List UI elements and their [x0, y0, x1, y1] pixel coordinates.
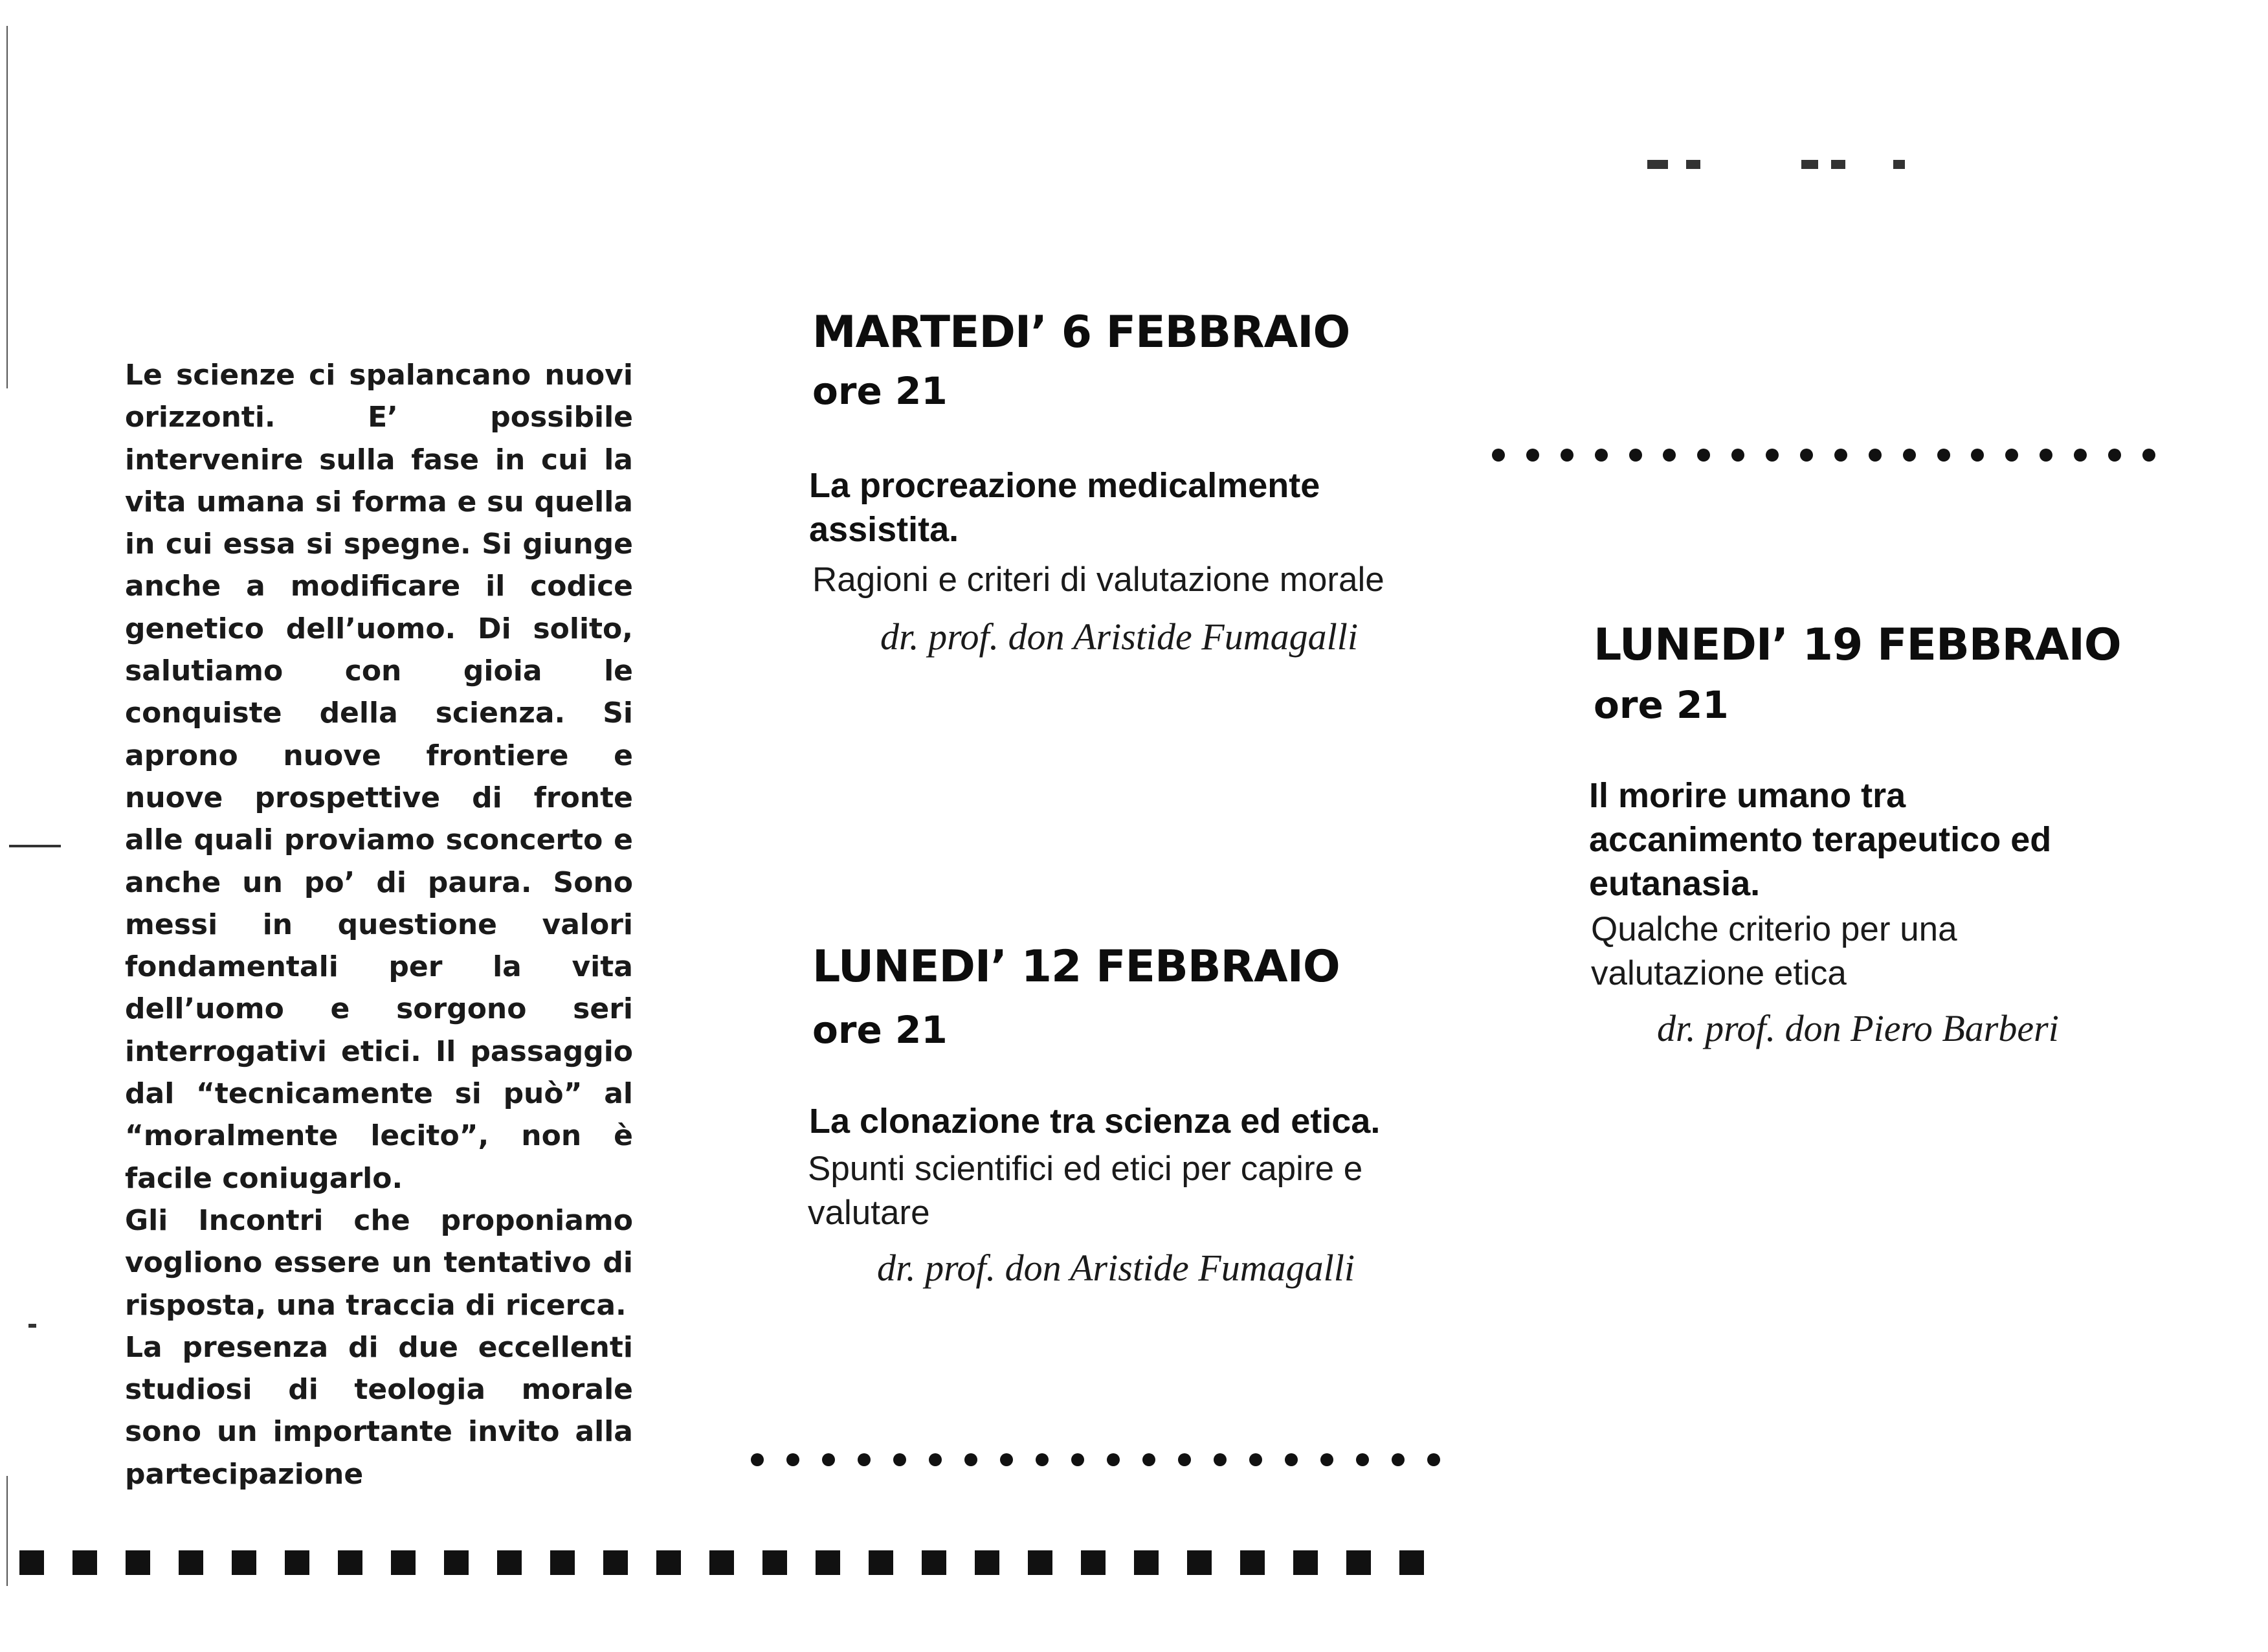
- divider-dot: [1356, 1453, 1369, 1466]
- divider-dot: [893, 1453, 906, 1466]
- scan-speck: [28, 1324, 36, 1328]
- square-border-strip: [19, 1550, 1424, 1575]
- scan-speck: [9, 845, 61, 847]
- border-square: [550, 1550, 575, 1575]
- border-square: [391, 1550, 416, 1575]
- border-square: [869, 1550, 893, 1575]
- divider-dot: [1492, 449, 1505, 462]
- divider-dot: [751, 1453, 764, 1466]
- border-square: [126, 1550, 150, 1575]
- event-1-day: MARTEDI’ 6 FEBBRAIO: [812, 307, 1350, 358]
- event-2-day: LUNEDI’ 12 FEBBRAIO: [812, 941, 1340, 992]
- event-1-speaker: dr. prof. don Aristide Fumagalli: [880, 616, 1358, 658]
- divider-dot: [1071, 1453, 1084, 1466]
- divider-dot: [1427, 1453, 1440, 1466]
- divider-dot: [2040, 449, 2052, 462]
- border-square: [19, 1550, 44, 1575]
- event-2-hour: ore 21: [812, 1008, 948, 1052]
- border-square: [709, 1550, 734, 1575]
- border-square: [975, 1550, 999, 1575]
- event-3-speaker: dr. prof. don Piero Barberi: [1657, 1007, 2059, 1049]
- divider-dot: [1800, 449, 1813, 462]
- border-square: [285, 1550, 309, 1575]
- scan-marks: [1647, 159, 1945, 172]
- divider-dot: [1629, 449, 1642, 462]
- divider-dot: [2074, 449, 2087, 462]
- intro-paragraph-1: Le scienze ci spalancano nuovi orizzonti. E’ possibile intervenire sulla fase in cui la vita umana si forma e su quella in cui essa si spegne. Si giunge anche a modificare il codice genetico dell’uomo. Di solito, salutiamo con gioia le conquiste della scienza. Si aprono nuove frontiere e nuove prospettive di fronte alle quali proviamo sconcerto e anche un po’ di paura. Sono messi in questione valori fondamentali per la vita dell’uomo e sorgono seri interrogativi etici. Il passaggio dal “tecnicamente si può” al “moralmente lecito”, non è facile coniugarlo.: [125, 359, 633, 1195]
- divider-dot: [1036, 1453, 1049, 1466]
- border-square: [1028, 1550, 1052, 1575]
- divider-dot: [1971, 449, 1984, 462]
- border-square: [1346, 1550, 1371, 1575]
- border-square: [232, 1550, 256, 1575]
- divider-dot: [786, 1453, 799, 1466]
- border-square: [338, 1550, 362, 1575]
- border-square: [922, 1550, 946, 1575]
- divider-dot: [858, 1453, 871, 1466]
- border-square: [72, 1550, 97, 1575]
- event-3-subtitle: Qualche criterio per una valutazione etica: [1591, 910, 1957, 992]
- divider-dot: [1214, 1453, 1227, 1466]
- divider-dot: [1392, 1453, 1405, 1466]
- divider-dot: [822, 1453, 835, 1466]
- divider-dot: [1526, 449, 1539, 462]
- event-3-day: LUNEDI’ 19 FEBBRAIO: [1594, 620, 2121, 671]
- divider-dot: [929, 1453, 942, 1466]
- dotted-divider-right: [1492, 449, 2155, 462]
- dotted-divider-bottom: [751, 1453, 1440, 1466]
- margin-line: [6, 26, 8, 388]
- event-1-subtitle: Ragioni e criteri di valutazione morale: [812, 561, 1384, 599]
- divider-dot: [1834, 449, 1847, 462]
- divider-dot: [1697, 449, 1710, 462]
- divider-dot: [964, 1453, 977, 1466]
- border-square: [816, 1550, 840, 1575]
- divider-dot: [1178, 1453, 1191, 1466]
- divider-dot: [1937, 449, 1950, 462]
- divider-dot: [1142, 1453, 1155, 1466]
- event-2-subtitle: Spunti scientifici ed etici per capire e valutare: [808, 1150, 1363, 1232]
- event-3-topic: Il morire umano tra accanimento terapeutico ed eutanasia.: [1589, 776, 2052, 903]
- intro-paragraph-3: La presenza di due eccellenti studiosi di teologia morale sono un importante invito alla partecipazione: [125, 1330, 633, 1491]
- intro-paragraph-2: Gli Incontri che proponiamo vogliono essere un tentativo di risposta, una traccia di ricerca.: [125, 1203, 633, 1322]
- divider-dot: [1595, 449, 1608, 462]
- divider-dot: [2108, 449, 2121, 462]
- border-square: [1187, 1550, 1212, 1575]
- event-1-topic: La procreazione medicalmente assistita.: [809, 466, 1320, 549]
- divider-dot: [1903, 449, 1916, 462]
- border-square: [1399, 1550, 1424, 1575]
- divider-dot: [2005, 449, 2018, 462]
- border-square: [762, 1550, 787, 1575]
- divider-dot: [1000, 1453, 1013, 1466]
- divider-dot: [1869, 449, 1882, 462]
- event-1-hour: ore 21: [812, 369, 948, 413]
- divider-dot: [2142, 449, 2155, 462]
- event-2-topic: La clonazione tra scienza ed etica.: [809, 1102, 1381, 1141]
- border-square: [1293, 1550, 1318, 1575]
- border-square: [656, 1550, 681, 1575]
- divider-dot: [1561, 449, 1573, 462]
- divider-dot: [1766, 449, 1779, 462]
- event-2-speaker: dr. prof. don Aristide Fumagalli: [877, 1247, 1355, 1289]
- divider-dot: [1107, 1453, 1120, 1466]
- divider-dot: [1320, 1453, 1333, 1466]
- border-square: [179, 1550, 203, 1575]
- margin-line: [6, 1476, 8, 1586]
- divider-dot: [1663, 449, 1676, 462]
- divider-dot: [1731, 449, 1744, 462]
- event-3-hour: ore 21: [1594, 683, 1729, 727]
- border-square: [1081, 1550, 1106, 1575]
- border-square: [444, 1550, 469, 1575]
- border-square: [1134, 1550, 1159, 1575]
- border-square: [497, 1550, 522, 1575]
- divider-dot: [1249, 1453, 1262, 1466]
- border-square: [1240, 1550, 1265, 1575]
- divider-dot: [1285, 1453, 1298, 1466]
- intro-text: [125, 354, 633, 1495]
- border-square: [603, 1550, 628, 1575]
